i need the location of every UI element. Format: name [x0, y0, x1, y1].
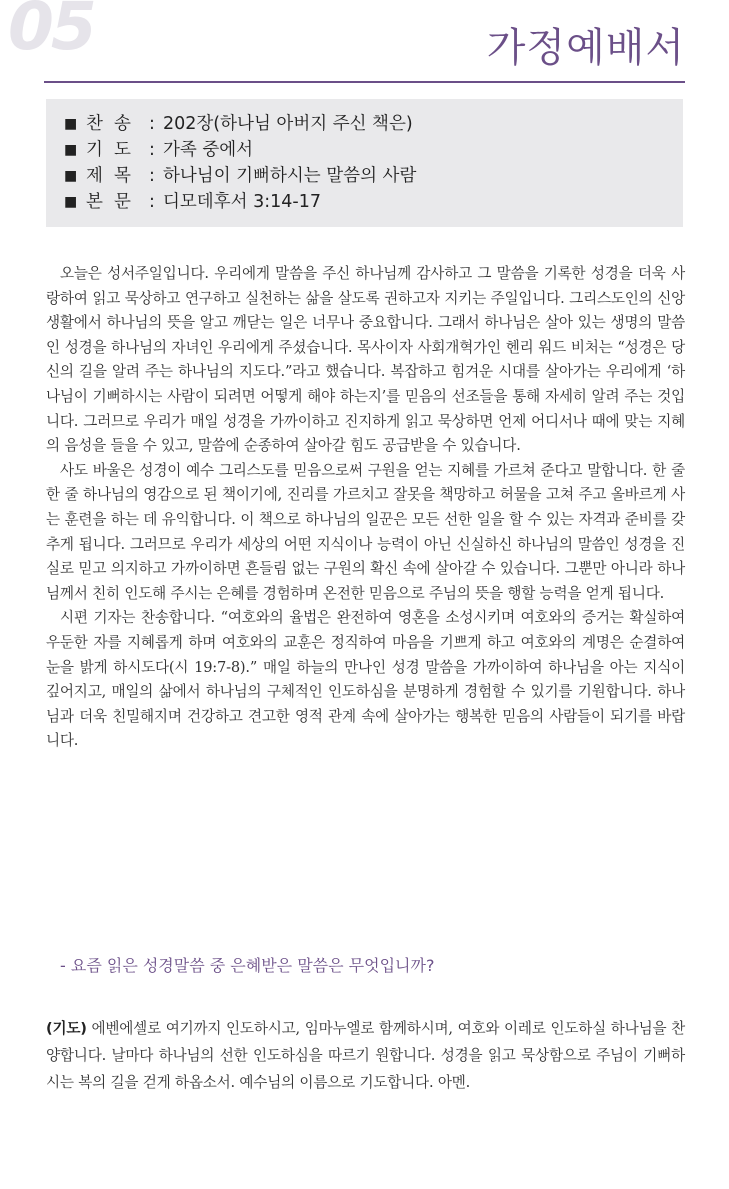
info-label: 기 도 — [86, 140, 131, 160]
prayer-label: (기도) — [46, 1020, 87, 1037]
title-divider — [44, 81, 685, 83]
info-row-subject — [64, 163, 683, 189]
body-paragraph: 오늘은 성서주일입니다. 우리에게 말씀을 주신 하나님께 감사하고 그 말씀을 기록한 성경을 더욱 사랑하여 읽고 묵상하고 연구하고 실천하는 삶을 살도록 권하고자 지키는 주일입니다. 그리스도인의 신앙생활에서 하나님의 뜻을 알고 깨닫는 일은 너무나 중요합니다. 그래서 하나님은 살아 있는 생명의 말씀인 성경을 하나님의 자녀인 우리에게 주셨습니다. 목사이자 사회개혁가인 헨리 워드 비처는 “성경은 당신의 길을 알려 주는 하나님의 지도다.”라고 했습니다. 복잡하고 힘겨운 시대를 살아가는 우리에게 ‘하나님이 기뻐하시는 사람이 되려면 어떻게 해야 하는지’를 믿음의 선조들을 통해 자세히 알려 주는 것입니다. 그러므로 우리가 매일 성경을 가까이하고 진지하게 읽고 묵상하면 언제 어디서나 때에 맞는 지혜의 음성을 들을 수 있고, 말씀에 순종하여 살아갈 힘도 공급받을 수 있습니다. — [46, 265, 685, 455]
square-bullet-icon: ■ — [64, 142, 78, 158]
body-paragraph: 사도 바울은 성경이 예수 그리스도를 믿음으로써 구원을 얻는 지혜를 가르쳐 준다고 말합니다. 한 줄 한 줄 하나님의 영감으로 된 책이기에, 진리를 가르치고 잘못을 책망하고 허물을 고쳐 주고 올바르게 사는 훈련을 하는 데 유익합니다. 이 책으로 하나님의 일꾼은 모든 선한 일을 할 수 있는 자격과 준비를 갖추게 됩니다. 그러므로 우리가 세상의 어떤 지식이나 능력이 아닌 신실하신 하나님의 말씀인 성경을 진실로 믿고 의지하고 가까이하면 흔들림 없는 구원의 확신 속에 살아갈 수 있습니다. 그뿐만 아니라 하나님께서 친히 인도해 주시는 은혜를 경험하며 온전한 믿음으로 주님의 뜻을 행할 능력을 얻게 됩니다. — [46, 461, 685, 602]
prayer-text: 에벤에셀로 여기까지 인도하시고, 임마누엘로 함께하시며, 여호와 이레로 인도하실 하나님을 찬양합니다. 날마다 하나님의 선한 인도하심을 따르기 원합니다. 성경을 읽고 묵상함으로 주님이 기뻐하시는 복의 길을 걷게 하옵소서. 예수님의 이름으로 기도합니다. 아멘. — [46, 1020, 685, 1091]
info-label: 제 목 — [86, 166, 131, 186]
info-value: 디모데후서 3:14-17 — [163, 192, 321, 212]
info-label: 본 문 — [86, 192, 131, 212]
info-colon: : — [149, 140, 155, 160]
info-row-prayer — [64, 137, 683, 163]
info-row-scripture — [64, 189, 683, 215]
page-number: 05 — [8, 0, 94, 65]
sermon-body — [46, 262, 685, 754]
square-bullet-icon: ■ — [64, 194, 78, 210]
info-value: 202장(하나님 아버지 주신 책은) — [163, 114, 413, 134]
info-row-hymn — [64, 111, 683, 137]
service-info-box — [46, 99, 683, 227]
square-bullet-icon: ■ — [64, 168, 78, 184]
info-colon: : — [149, 114, 155, 134]
info-value: 하나님이 기뻐하시는 말씀의 사람 — [163, 166, 417, 186]
info-colon: : — [149, 192, 155, 212]
info-value: 가족 중에서 — [163, 140, 254, 160]
closing-prayer — [46, 1015, 685, 1096]
info-label: 찬 송 — [86, 114, 131, 134]
square-bullet-icon: ■ — [64, 116, 78, 132]
info-colon: : — [149, 166, 155, 186]
page-title: 가정예배서 — [486, 25, 685, 71]
reflection-question: - 요즘 읽은 성경말씀 중 은혜받은 말씀은 무엇입니까? — [60, 956, 435, 975]
body-paragraph: 시편 기자는 찬송합니다. “여호와의 율법은 완전하여 영혼을 소성시키며 여호와의 증거는 확실하여 우둔한 자를 지혜롭게 하며 여호와의 교훈은 정직하여 마음을 기쁘게 하고 여호와의 계명은 순결하여 눈을 밝게 하시도다(시 19:7-8).” 매일 하늘의 만나인 성경 말씀을 가까이하여 하나님을 아는 지식이 깊어지고, 매일의 삶에서 하나님의 구체적인 인도하심을 분명하게 경험할 수 있기를 기원합니다. 하나님과 더욱 친밀해지며 건강하고 견고한 영적 관계 속에 살아가는 행복한 믿음의 사람들이 되기를 바랍니다. — [46, 609, 685, 750]
